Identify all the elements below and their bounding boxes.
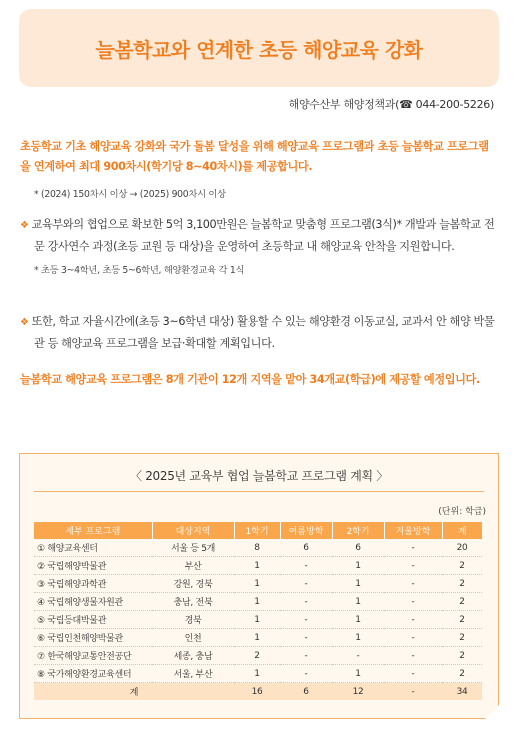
- cell-value: -: [384, 593, 442, 611]
- cell-region: 충남, 전북: [152, 593, 234, 611]
- closing-statement: 늘봄학교 해양교육 프로그램은 8개 기관이 12개 지역을 맡아 34개교(학급)에 제공할 예정입니다.: [20, 373, 480, 386]
- cell-value: -: [384, 647, 442, 665]
- cell-value: -: [384, 557, 442, 575]
- diamond-bullet-icon: ❖: [20, 220, 29, 231]
- program-plan-box: [19, 453, 499, 719]
- header-semester-2: 2학기: [332, 522, 384, 539]
- total-value: 6: [280, 683, 332, 701]
- cell-value: 8: [234, 539, 280, 557]
- cell-value: 2: [442, 575, 482, 593]
- cell-program: ③ 국립해양과학관: [34, 575, 152, 593]
- title-banner: [19, 9, 499, 87]
- cell-region: 경북: [152, 611, 234, 629]
- cell-region: 세종, 충남: [152, 647, 234, 665]
- cell-value: 2: [442, 557, 482, 575]
- bullet-paragraph-1: [20, 214, 504, 257]
- cell-program: ④ 국립해양생물자원관: [34, 593, 152, 611]
- cell-value: 1: [332, 629, 384, 647]
- header-program: 세부 프로그램: [34, 522, 152, 539]
- cell-value: -: [280, 665, 332, 683]
- cell-program: ⑤ 국립등대박물관: [34, 611, 152, 629]
- cell-region: 서울, 부산: [152, 665, 234, 683]
- cell-value: 1: [234, 575, 280, 593]
- cell-value: 2: [442, 665, 482, 683]
- cell-value: -: [280, 611, 332, 629]
- lead-note: * (2024) 150차시 이상 → (2025) 900차시 이상: [34, 189, 226, 200]
- cell-value: -: [384, 575, 442, 593]
- cell-value: 2: [442, 593, 482, 611]
- header-region: 대상지역: [152, 522, 234, 539]
- table-total-row: [34, 683, 482, 701]
- cell-value: 1: [332, 557, 384, 575]
- header-summer: 여름방학: [280, 522, 332, 539]
- table-title: 〈 2025년 교육부 협업 늘봄학교 프로그램 계획 〉: [129, 469, 388, 483]
- header-total: 계: [442, 522, 482, 539]
- cell-region: 강원, 경북: [152, 575, 234, 593]
- department-contact: 해양수산부 해양정책과(☎ 044-200-5226): [288, 98, 494, 111]
- cell-value: -: [332, 647, 384, 665]
- cell-program: ① 해양교육센터: [34, 539, 152, 557]
- unit-label: (단위: 학급): [438, 507, 486, 517]
- cell-value: 1: [332, 665, 384, 683]
- cell-value: 1: [234, 629, 280, 647]
- total-value: 16: [234, 683, 280, 701]
- cell-value: 1: [234, 593, 280, 611]
- cell-value: -: [384, 629, 442, 647]
- table-row: [34, 629, 482, 647]
- page-title: 늘봄학교와 연계한 초등 해양교육 강화: [95, 37, 423, 62]
- cell-value: 2: [442, 629, 482, 647]
- header-winter: 겨울방학: [384, 522, 442, 539]
- table-row: [34, 593, 482, 611]
- cell-value: 2: [442, 647, 482, 665]
- cell-value: 6: [332, 539, 384, 557]
- bullet-2-text: 또한, 학교 자율시간에(초등 3~6학년 대상) 활용할 수 있는 해양환경 이동교실, 교과서 안 해양 박물관 등 해양교육 프로그램을 보급·확대할 계획입니다.: [31, 315, 495, 350]
- total-label: 계: [34, 683, 234, 701]
- cell-region: 부산: [152, 557, 234, 575]
- table-row: [34, 575, 482, 593]
- lead-paragraph: 초등학교 기초 해양교육 강화와 국가 돌봄 달성을 위해 해양교육 프로그램과 초등 늘봄학교 프로그램을 연계하여 최대 900차시(학기당 8~40차시)를 제공합니다.: [20, 140, 489, 173]
- table-row: [34, 665, 482, 683]
- cell-value: -: [280, 629, 332, 647]
- cell-value: 1: [234, 665, 280, 683]
- cell-value: -: [280, 575, 332, 593]
- cell-value: -: [280, 647, 332, 665]
- cell-value: -: [280, 557, 332, 575]
- table-row: [34, 611, 482, 629]
- cell-value: 6: [280, 539, 332, 557]
- header-semester-1: 1학기: [234, 522, 280, 539]
- total-value: -: [384, 683, 442, 701]
- table-header-row: [34, 522, 482, 539]
- cell-region: 서울 등 5개: [152, 539, 234, 557]
- table-row: [34, 557, 482, 575]
- total-value: 12: [332, 683, 384, 701]
- folded-corner: [485, 705, 499, 719]
- cell-value: -: [280, 593, 332, 611]
- bullet-paragraph-2: [20, 311, 504, 354]
- diamond-bullet-icon: ❖: [20, 317, 29, 328]
- cell-value: -: [384, 611, 442, 629]
- cell-value: -: [384, 665, 442, 683]
- cell-value: 1: [234, 611, 280, 629]
- cell-value: 1: [234, 557, 280, 575]
- cell-value: -: [384, 539, 442, 557]
- program-table: [34, 522, 482, 700]
- divider: [34, 491, 484, 492]
- cell-value: 2: [442, 611, 482, 629]
- cell-program: ⑧ 국가해양환경교육센터: [34, 665, 152, 683]
- cell-value: 1: [332, 575, 384, 593]
- table-row: [34, 647, 482, 665]
- cell-value: 2: [234, 647, 280, 665]
- table-row: [34, 539, 482, 557]
- cell-value: 20: [442, 539, 482, 557]
- cell-value: 1: [332, 593, 384, 611]
- bullet-1-note: * 초등 3~4학년, 초등 5~6학년, 해양환경교육 각 1식: [34, 265, 245, 276]
- total-value: 34: [442, 683, 482, 701]
- cell-program: ⑦ 한국해양교통안전공단: [34, 647, 152, 665]
- cell-program: ② 국립해양박물관: [34, 557, 152, 575]
- bullet-1-text: 교육부와의 협업으로 확보한 5억 3,100만원은 늘봄학교 맞춤형 프로그램(3식)* 개발과 늘봄학교 전문 강사연수 과정(초등 교원 등 대상)을 운영하여 초등학교 내 해양교육 안착을 지원합니다.: [31, 218, 495, 253]
- cell-value: 1: [332, 611, 384, 629]
- cell-region: 인천: [152, 629, 234, 647]
- cell-program: ⑥ 국립인천해양박물관: [34, 629, 152, 647]
